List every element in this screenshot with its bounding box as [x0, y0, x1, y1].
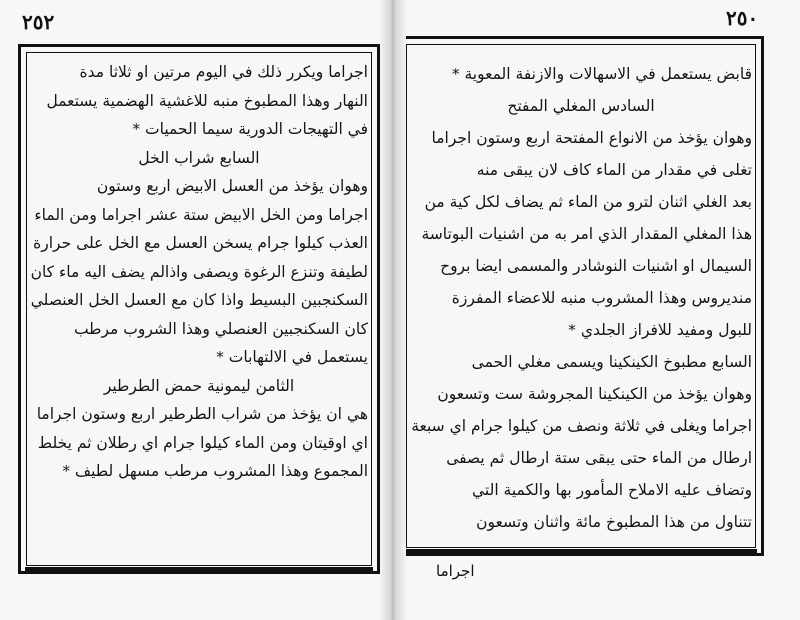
left-section-heading: السابع شراب الخل	[138, 148, 260, 167]
left-line: اجراما ومن الخل الابيض ستة عشر اجراما ومن الماء	[34, 205, 368, 224]
left-line: في التهيجات الدورية سيما الحميات *	[132, 120, 368, 138]
right-line: قابض يستعمل في الاسهالات والازنفة المعوية *	[451, 65, 752, 83]
left-line: كان السكنجبين العنصلي وهذا الشروب مرطب	[73, 319, 368, 338]
left-line: اي اوقيتان ومن الماء كيلوا جرام اي رطلان ثم يخلط	[37, 433, 368, 452]
right-line: تغلى في مقدار من الماء كاف لان يبقى منه	[476, 161, 752, 179]
catchword: اجراما	[436, 562, 475, 580]
right-line: السيمال او اشنيات النوشادر والمسمى ايضا بروح	[440, 257, 752, 275]
left-frame-bottom-rule	[25, 567, 373, 572]
right-line: ارطال من الماء حتى يبقى ستة ارطال ثم يصفى	[446, 449, 752, 467]
left-line: المجموع وهذا المشروب مرطب مسهل لطيف *	[62, 462, 368, 480]
right-frame-bottom-rule	[405, 549, 757, 554]
left-line: وهوان يؤخذ من العسل الابيض اربع وستون	[96, 177, 368, 195]
right-line: وهوان يؤخذ من الكينكينا المجروشة ست وتسعون	[437, 385, 752, 403]
left-text-block	[30, 58, 368, 486]
right-page	[392, 0, 800, 620]
left-page	[0, 0, 392, 620]
left-page-number: ٢٥٢	[22, 10, 55, 34]
left-line: السكنجبين البسيط واذا كان مع العسل الخل العنصلي	[30, 291, 368, 309]
right-line: اجراما ويغلى في ثلاثة ونصف من كيلوا جرام اي سبعة	[411, 417, 752, 435]
left-line: لطيفة وتنزع الرغوة ويصفى واذالم يضف اليه ماء كان	[30, 262, 368, 281]
left-line: يستعمل في الالتهابات *	[216, 348, 368, 366]
right-line: تتناول من هذا المطبوخ مائة واثنان وتسعون	[476, 513, 752, 531]
right-line: وتضاف عليه الاملاح المأمور بها والكمية التي	[472, 481, 752, 499]
right-line: السابع مطبوخ الكينكينا ويسمى مغلي الحمى	[471, 353, 752, 371]
left-line: النهار وهذا المطبوخ منبه للاغشية الهضمية يستعمل	[46, 91, 368, 110]
left-section-heading: الثامن ليمونية حمض الطرطير	[103, 376, 295, 395]
right-text-block	[410, 58, 752, 538]
right-line: للبول ومفيد للافراز الجلدي *	[568, 321, 752, 339]
right-page-number: ٢٥٠	[726, 6, 759, 30]
right-line: منديروس وهذا المشروب منبه للاعضاء المفرزة	[451, 289, 752, 307]
right-line: بعد الغلي اثنان لترو من الماء ثم يضاف لكل كية من	[424, 193, 752, 211]
right-line: وهوان يؤخذ من الانواع المفتحة اربع وستون اجراما	[431, 129, 752, 147]
book-gutter	[380, 0, 406, 620]
right-section-heading: السادس المغلي المفتح	[507, 97, 655, 115]
right-line: هذا المغلي المقدار الذي امر به من اشنيات البوتاسة	[421, 225, 752, 243]
left-line: اجراما ويكرر ذلك في اليوم مرتين او ثلاثا مدة	[79, 63, 368, 81]
left-line: هي ان يؤخذ من شراب الطرطير اربع وستون اجراما	[36, 405, 368, 423]
left-line: العذب كيلوا جرام يسخن العسل مع الخل على حرارة	[33, 234, 368, 252]
